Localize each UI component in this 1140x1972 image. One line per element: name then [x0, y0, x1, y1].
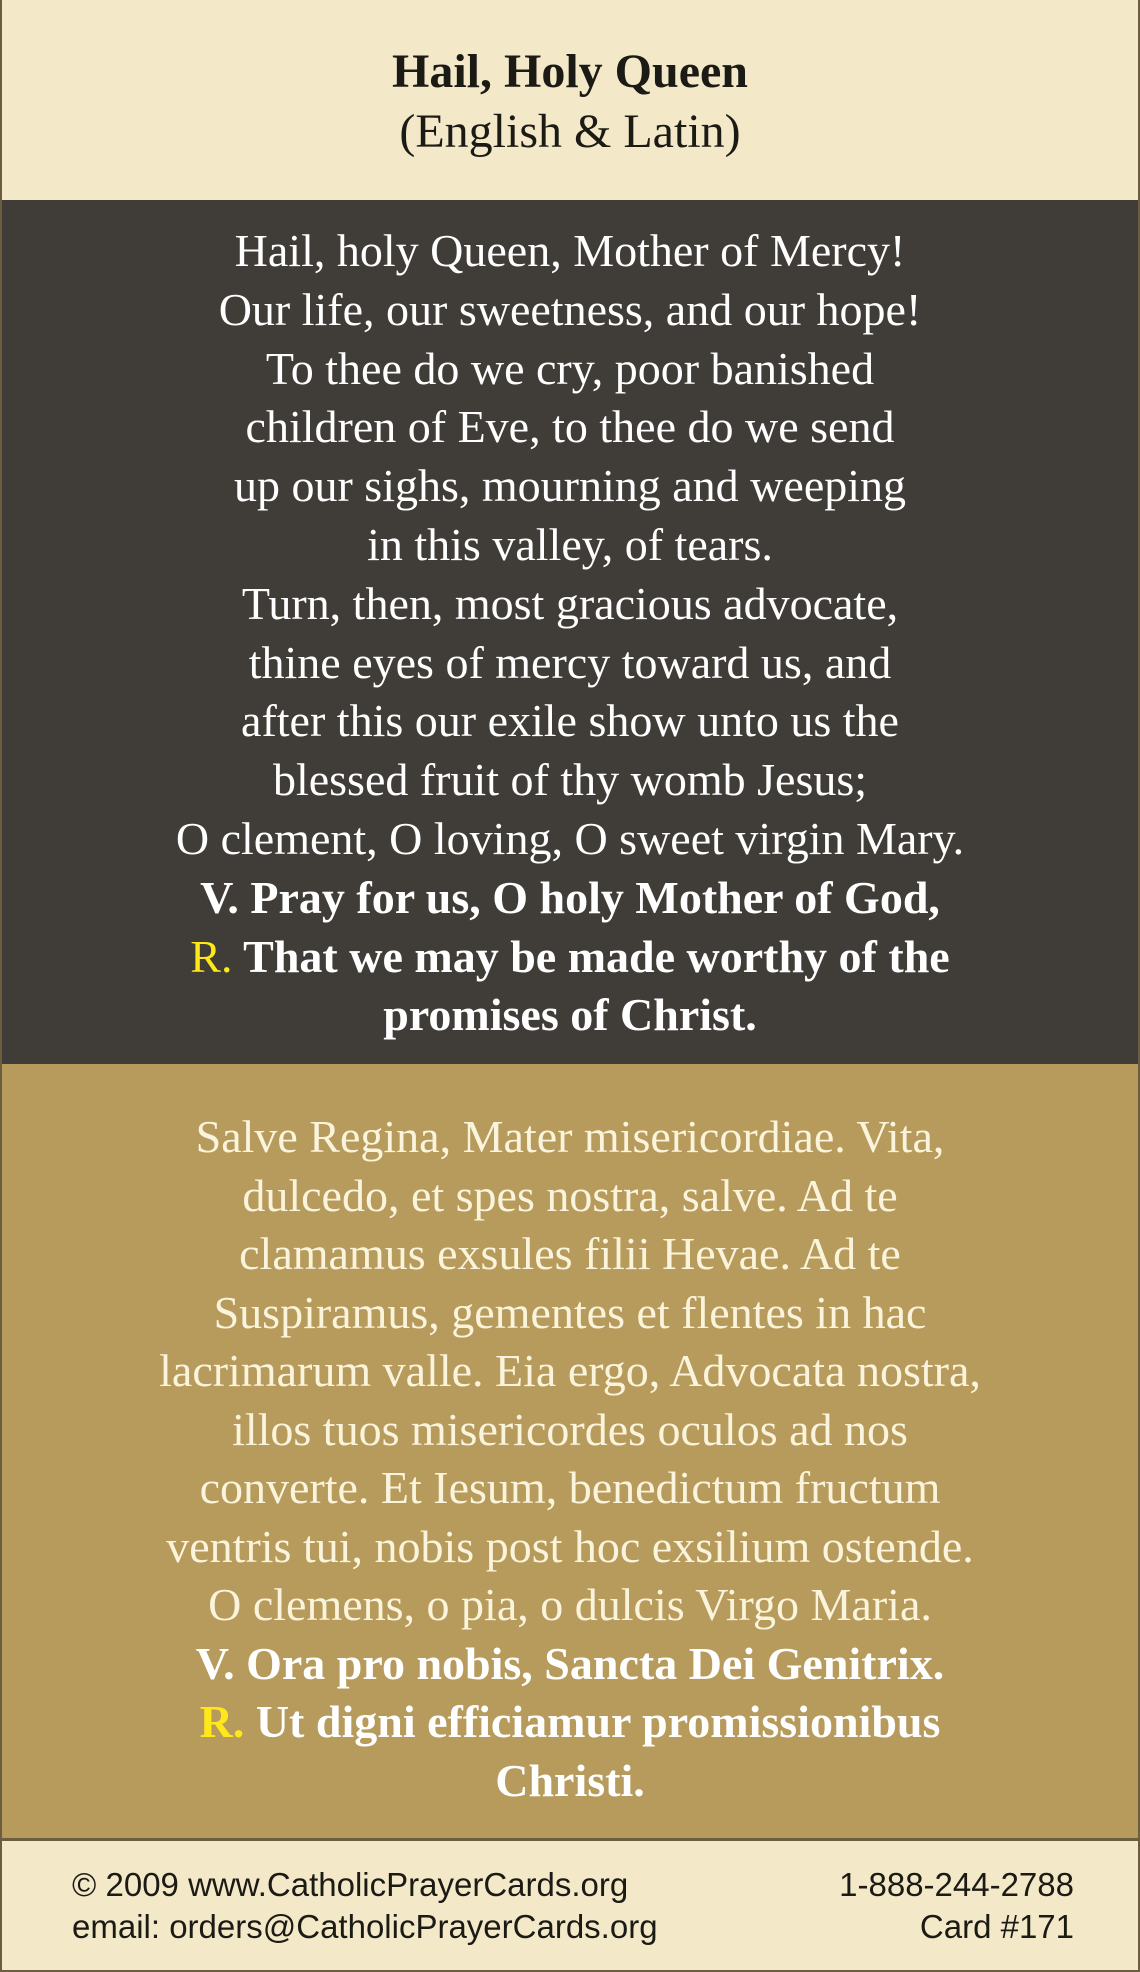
- latin-line: Salve Regina, Mater misericordiae. Vita,: [195, 1111, 945, 1162]
- latin-response: [2, 1693, 1138, 1752]
- copyright-website: © 2009 www.CatholicPrayerCards.org: [72, 1866, 629, 1903]
- response-mark: R.: [199, 1696, 245, 1747]
- latin-prayer-section: [2, 1064, 1138, 1838]
- prayer-subtitle: (English & Latin): [399, 105, 741, 158]
- english-prayer-section: [2, 200, 1138, 1064]
- english-line: Our life, our sweetness, and our hope!: [218, 283, 922, 335]
- card-number: Card #171: [919, 1908, 1074, 1945]
- english-versicle: V. Pray for us, O holy Mother of God,: [200, 871, 940, 923]
- latin-line: Suspiramus, gementes et flentes in hac: [213, 1286, 927, 1338]
- prayer-title: Hail, Holy Queen: [391, 45, 748, 98]
- english-line: Turn, then, most gracious advocate,: [241, 577, 899, 629]
- latin-line: O clemens, o pia, o dulcis Virgo Maria.: [208, 1579, 932, 1630]
- english-line: Hail, holy Queen, Mother of Mercy!: [234, 225, 906, 276]
- english-line: blessed fruit of thy womb Jesus;: [272, 754, 868, 806]
- latin-response-text: Ut digni efficiamur promissionibus: [255, 1696, 941, 1747]
- card-footer: [2, 1838, 1138, 1972]
- english-line: children of Eve, to thee do we send: [245, 401, 895, 453]
- english-response-text: That we may be made worthy of the: [243, 930, 950, 982]
- latin-response-continued: Christi.: [495, 1754, 645, 1806]
- response-mark: R.: [190, 930, 233, 982]
- latin-line: dulcedo, et spes nostra, salve. Ad te: [242, 1169, 898, 1221]
- english-line: thine eyes of mercy toward us, and: [248, 636, 892, 688]
- english-line: in this valley, of tears.: [367, 518, 773, 570]
- contact-email: email: orders@CatholicPrayerCards.org: [72, 1908, 658, 1945]
- latin-line: ventris tui, nobis post hoc exsilium ostende.: [166, 1520, 974, 1572]
- english-response-continued: promises of Christ.: [383, 989, 757, 1041]
- english-line: O clement, O loving, O sweet virgin Mary.: [175, 812, 965, 864]
- latin-line: lacrimarum valle. Eia ergo, Advocata nostra,: [159, 1345, 981, 1396]
- latin-line: converte. Et Iesum, benedictum fructum: [199, 1462, 941, 1513]
- english-response: [2, 928, 1138, 987]
- latin-line: clamamus exsules filii Hevae. Ad te: [239, 1228, 901, 1279]
- english-line: after this our exile show unto us the: [241, 695, 899, 747]
- english-line: up our sighs, mourning and weeping: [233, 460, 907, 512]
- latin-line: illos tuos misericordes oculos ad nos: [232, 1403, 908, 1455]
- card-header: [2, 0, 1138, 200]
- contact-phone: 1-888-244-2788: [839, 1866, 1074, 1903]
- latin-versicle: V. Ora pro nobis, Sancta Dei Genitrix.: [195, 1637, 945, 1689]
- english-line: To thee do we cry, poor banished: [265, 342, 875, 394]
